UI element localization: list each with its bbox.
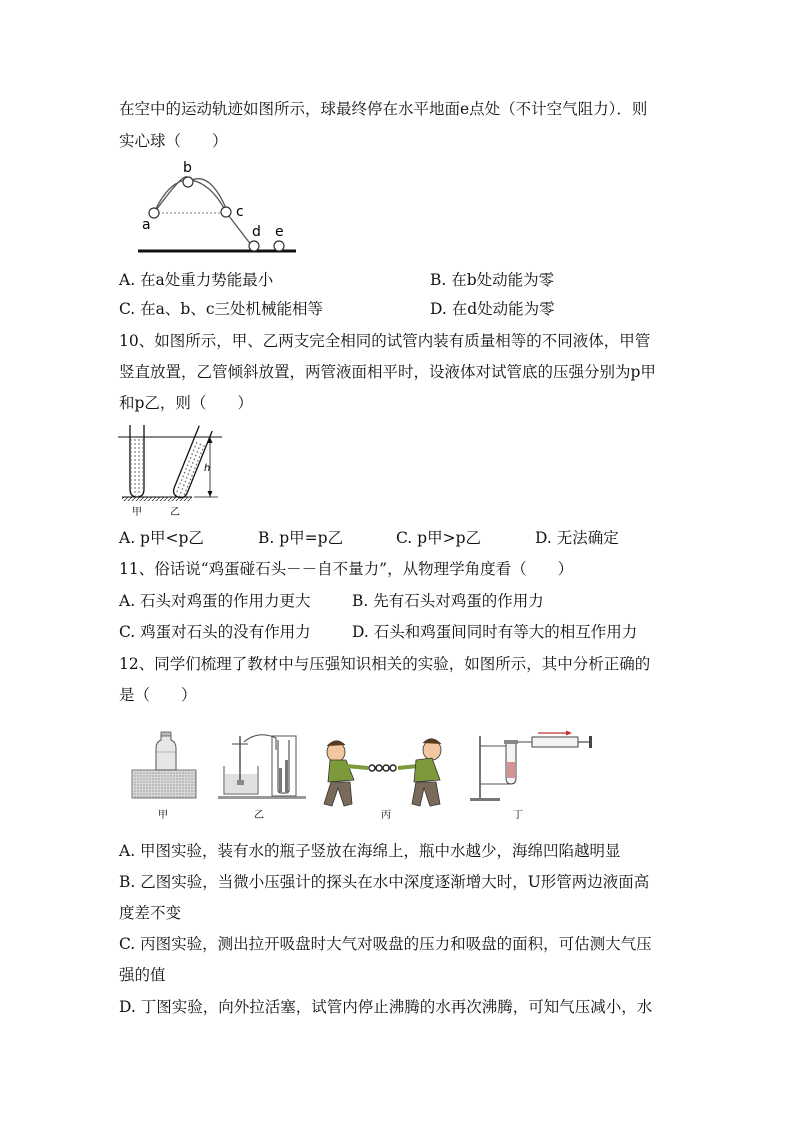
q11-option-d: D. 石头和鸡蛋间同时有等大的相互作用力 (352, 623, 638, 641)
q10-test-tubes-figure (118, 423, 228, 518)
label-a: a (142, 217, 151, 233)
label-yi: 乙 (254, 810, 264, 821)
liquid-jia (131, 437, 143, 496)
ball-c (221, 207, 231, 217)
ball-d (249, 241, 259, 251)
q10-option-d: D. 无法确定 (535, 529, 619, 547)
q12-option-b-line1: B. 乙图实验，当微小压强计的探头在水中深度逐渐增大时，U形管两边液面高 (119, 873, 650, 891)
q12-stem-line1: 12、同学们梳理了教材中与压强知识相关的实验，如图所示，其中分析正确的 (119, 655, 651, 673)
experiment-jia-bottle-sponge (132, 732, 196, 798)
q9-stem-line1: 在空中的运动轨迹如图所示，球最终停在水平地面e点处（不计空气阻力）．则 (119, 100, 648, 118)
q12-option-c-line2: 强的值 (119, 966, 166, 984)
q10-stem-line1: 10、如图所示，甲、乙两支完全相同的试管内装有质量相等的不同液体，甲管 (119, 332, 651, 350)
ball-e (274, 241, 284, 251)
liquid-yi (173, 439, 206, 498)
q9-option-c: C. 在a、b、c三处机械能相等 (119, 300, 324, 318)
experiment-ding-syringe (470, 731, 592, 802)
label-yi: 乙 (170, 507, 180, 518)
q11-option-a: A. 石头对鸡蛋的作用力更大 (119, 592, 311, 610)
q9-option-d: D. 在d处动能为零 (430, 300, 555, 318)
q12-stem-line2: 是（ ） (119, 686, 197, 704)
q11-option-b: B. 先有石头对鸡蛋的作用力 (352, 592, 544, 610)
q9-option-a: A. 在a处重力势能最小 (119, 271, 274, 289)
experiment-yi-pressure-gauge (218, 735, 306, 799)
q9-trajectory-figure (130, 158, 300, 258)
q9-stem-line2: 实心球（ ） (119, 132, 228, 150)
q9-option-b: B. 在b处动能为零 (430, 271, 555, 289)
label-ding: 丁 (513, 810, 523, 821)
q12-option-b-line2: 度差不变 (119, 904, 182, 922)
q12-option-a: A. 甲图实验，装有水的瓶子竖放在海绵上，瓶中水越少，海绵凹陷越明显 (119, 842, 621, 860)
label-c: c (236, 204, 244, 220)
ball-b (183, 177, 193, 187)
q12-option-c-line1: C. 丙图实验，测出拉开吸盘时大气对吸盘的压力和吸盘的面积，可估测大气压 (119, 935, 652, 953)
q10-stem-line3: 和p乙，则（ ） (119, 394, 253, 412)
label-bing: 丙 (381, 810, 391, 821)
q10-option-b: B. p甲=p乙 (258, 529, 344, 547)
q11-stem: 11、俗话说“鸡蛋碰石头－－自不量力”，从物理学角度看（ ） (119, 560, 574, 578)
label-d: d (252, 224, 261, 240)
label-h: h (204, 463, 211, 474)
label-jia: 甲 (158, 810, 168, 821)
q10-option-a: A. p甲<p乙 (119, 529, 204, 547)
q12-option-d-line1: D. 丁图实验，向外拉活塞，试管内停止沸腾的水再次沸腾，可知气压减小，水 (119, 998, 653, 1016)
q10-stem-line2: 竖直放置，乙管倾斜放置，两管液面相平时，设液体对试管底的压强分别为p甲 (119, 363, 656, 381)
q11-option-c: C. 鸡蛋对石头的没有作用力 (119, 623, 311, 641)
experiment-bing-tug-of-war (324, 739, 441, 806)
label-e: e (275, 224, 284, 240)
label-jia: 甲 (132, 507, 142, 518)
label-b: b (183, 160, 192, 176)
q12-experiments-figure (128, 730, 598, 822)
ground-hatch (122, 497, 192, 501)
q10-option-c: C. p甲>p乙 (396, 529, 481, 547)
